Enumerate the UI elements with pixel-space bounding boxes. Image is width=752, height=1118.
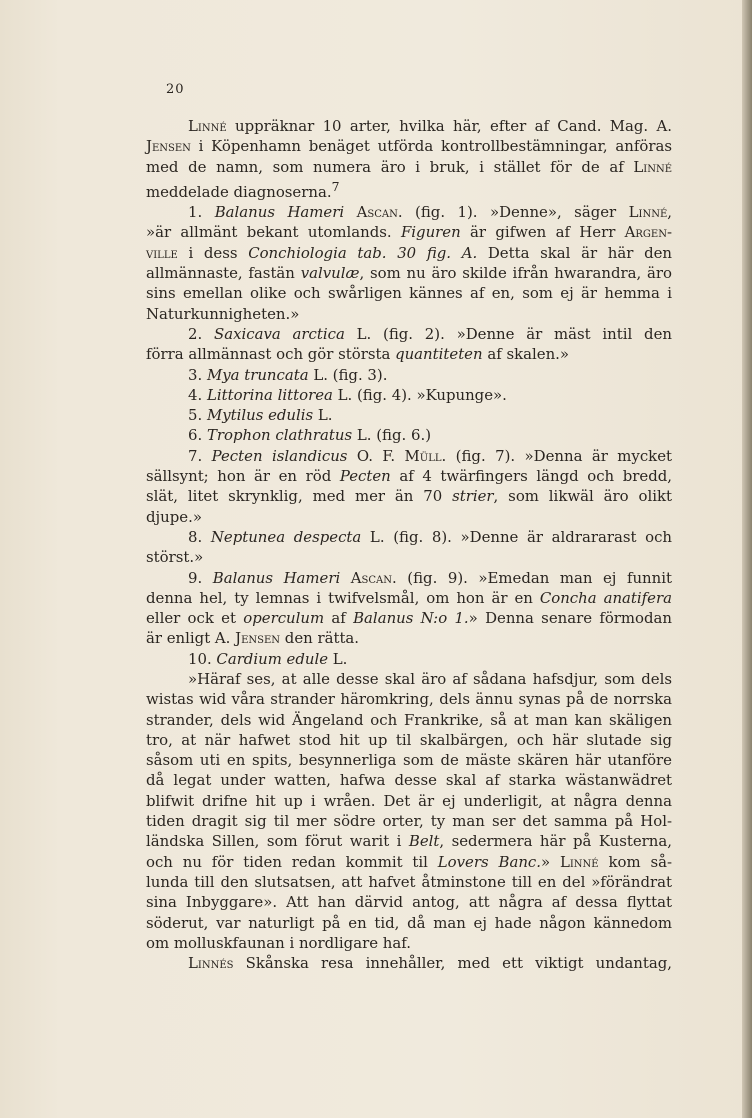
page-number: 20 bbox=[166, 82, 185, 97]
text-line: tiden dragit sig til mer södre orter, ty man ser det samma på Hol- bbox=[146, 812, 672, 831]
text-line: eller ock et operculum af Balanus N:o 1.» Denna senare förmodan bbox=[146, 609, 673, 628]
text-line: 8. Neptunea despecta L. (fig. 8). »Denne är aldrararast och bbox=[188, 527, 672, 546]
text-line: denna hel, ty lemnas i twifvelsmål, om hon är en Concha anatifera bbox=[146, 588, 672, 607]
text-line: Naturkunnigheten.» bbox=[146, 304, 300, 323]
text-line: blifwit drifne hit up i wråen. Det är ej underligit, at några denna bbox=[146, 791, 672, 810]
text-line: 1. Balanus Hameri Ascan. (fig. 1). »Denne», säger Linné, bbox=[188, 203, 673, 222]
text-line: 3. Mya truncata L. (fig. 3). bbox=[188, 365, 388, 384]
page-edge-shadow bbox=[742, 0, 752, 1118]
text-line: slät, litet skrynklig, med mer än 70 strier, som likwäl äro olikt djupe.» bbox=[146, 487, 672, 526]
text-line: såsom uti en spits, besynnerliga som de mäste skären här utanföre bbox=[146, 751, 672, 770]
text-line: är enligt A. Jensen den rätta. bbox=[146, 629, 360, 648]
text-line: 7. Pecten islandicus O. F. Müll. (fig. 7). »Denna är mycket bbox=[188, 446, 672, 465]
text-line: sina Inbyggare». Att han därvid antog, att några af dessa flyttat bbox=[146, 893, 672, 912]
text-line: 4. Littorina littorea L. (fig. 4). »Kupunge». bbox=[188, 385, 507, 404]
text-line: sällsynt; hon är en röd Pecten af 4 twärfingers längd och bredd, bbox=[146, 467, 672, 486]
text-line: meddelade diagnoserna.$^7$ bbox=[146, 178, 340, 201]
text-line: »Häraf ses, at alle desse skal äro af sådana hafsdjur, som dels bbox=[188, 669, 672, 688]
text-line: med de namn, som numera äro i bruk, i stället för de af Linné bbox=[146, 157, 672, 176]
text-line: allmännaste, fastän valvulæ, som nu äro skilde ifrån hwarandra, äro bbox=[146, 264, 672, 283]
text-line: ville i dess Conchiologia tab. 30 fig. A. Detta skal är här den bbox=[146, 243, 672, 262]
text-line: Linné uppräknar 10 arter, hvilka här, efter af Cand. Mag. A. bbox=[188, 117, 672, 135]
text-line: 6. Trophon clathratus L. (fig. 6.) bbox=[188, 426, 432, 445]
body-text bbox=[146, 116, 672, 973]
text-line: 2. Saxicava arctica L. (fig. 2). »Denne är mäst intil den bbox=[188, 324, 672, 343]
text-line: 5. Mytilus edulis L. bbox=[188, 406, 333, 425]
text-line: söderut, var naturligt på en tid, då man ej hade någon kännedom bbox=[146, 913, 672, 932]
text-line: strander, dels wid Ängeland och Frankrike, så at man kan skäligen bbox=[146, 710, 672, 729]
text-line: Jensen i Köpenhamn benäget utförda kontrollbestämningar, anföras bbox=[146, 137, 672, 156]
text-line: och nu för tiden redan kommit til Lovers Banc.» Linné kom så- bbox=[146, 852, 672, 871]
text-line: ländska Sillen, som förut warit i Belt, sedermera här på Kusterna, bbox=[146, 832, 672, 851]
text-line: wistas wid våra strander häromkring, dels ännu synas på de norrska bbox=[146, 690, 672, 709]
text-line: »är allmänt bekant utomlands. Figuren är gifwen af Herr Argen- bbox=[146, 223, 672, 242]
text-line: sins emellan olike och swårligen kännes af en, som ej är hemma i bbox=[146, 284, 672, 303]
text-line: störst.» bbox=[146, 548, 204, 567]
text-line: förra allmännast och gör största quantiteten af skalen.» bbox=[146, 345, 570, 364]
text-line: Linnés Skånska resa innehåller, med ett viktigt undantag, bbox=[188, 954, 672, 973]
text-line: då legat under watten, hafwa desse skal af starka wästanwädret bbox=[146, 771, 672, 790]
text-line: 9. Balanus Hameri Ascan. (fig. 9). »Emedan man ej funnit bbox=[188, 568, 672, 587]
text-line: 10. Cardium edule L. bbox=[188, 649, 348, 668]
text-line: om molluskfaunan i nordligare haf. bbox=[146, 933, 411, 952]
text-line: lunda till den slutsatsen, att hafvet åtminstone till en del »förändrat bbox=[146, 872, 672, 891]
text-line: tro, at när hafwet stod hit up til skalbärgen, och här slutade sig bbox=[146, 730, 672, 749]
